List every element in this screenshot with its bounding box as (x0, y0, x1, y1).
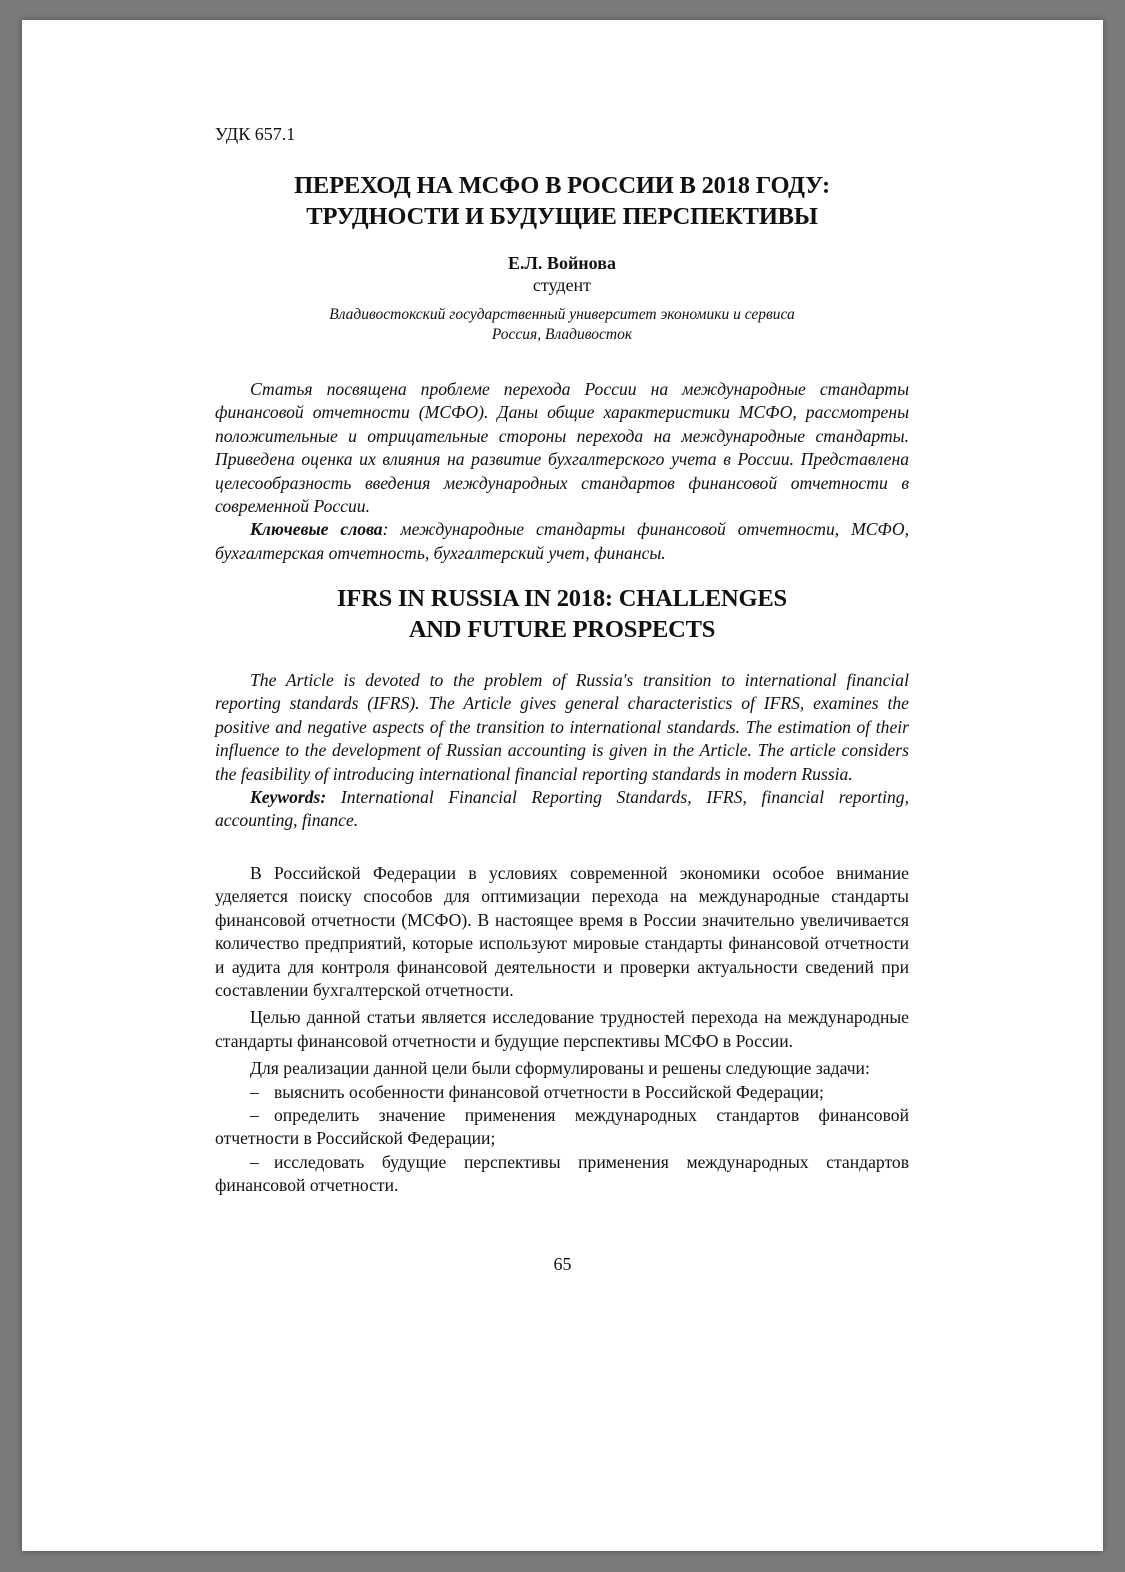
task-list-item (215, 1081, 909, 1104)
task-list-item-text: определить значение применения международных стандартов финансовой отчетности в Российской Федерации; (215, 1105, 909, 1149)
abstract-russian (215, 378, 909, 565)
task-list-item-text: исследовать будущие перспективы применения международных стандартов финансовой отчетности. (215, 1151, 909, 1196)
body-paragraph: Целью данной статьи является исследование трудностей перехода на международные стандарты финансовой отчетности и будущие перспективы МСФО в России. (215, 1007, 909, 1051)
title-russian-line-1: ПЕРЕХОД НА МСФО В РОССИИ В 2018 ГОДУ: (294, 172, 830, 199)
task-list-item (215, 1104, 909, 1151)
keywords-english-label: Keywords: (250, 787, 327, 808)
title-english-line-1: IFRS IN RUSSIA IN 2018: CHALLENGES (337, 585, 787, 612)
author-affiliation (215, 305, 909, 345)
dash-marker: – (250, 1151, 259, 1172)
keywords-russian-list: : международные стандарты финансовой отчетности, МСФО, бухгалтерская отчетность, бухгалтерский учет, финансы. (215, 519, 909, 563)
body-paragraph: Для реализации данной цели были сформулированы и решены следующие задачи: (250, 1058, 870, 1079)
affiliation-location: Россия, Владивосток (491, 326, 633, 343)
body-paragraph: В Российской Федерации в условиях современной экономики особое внимание уделяется поиску способов для оптимизации перехода на международные стандарты финансовой отчетности (МСФО). В настоящее время в России значительно увеличивается количество предприятий, которые используют мировые стандарты финансовой отчетности и аудита для контроля финансовой деятельности и проверки актуальности сведений при составлении бухгалтерской отчетности. (215, 863, 909, 1001)
dash-marker: – (250, 1081, 259, 1102)
udk-code: УДК 657.1 (215, 124, 296, 144)
task-list-item (215, 1151, 909, 1198)
title-english-line-2: AND FUTURE PROSPECTS (408, 616, 716, 643)
body-text (215, 862, 909, 1198)
author-block (215, 252, 909, 345)
document-page (22, 20, 1103, 1551)
author-role: студент (532, 275, 592, 295)
title-russian-line-2: ТРУДНОСТИ И БУДУЩИЕ ПЕРСПЕКТИВЫ (306, 203, 818, 230)
page-number: 65 (553, 1254, 572, 1274)
dash-marker: – (250, 1105, 259, 1126)
abstract-english (215, 669, 909, 833)
keywords-russian-label: Ключевые слова (250, 519, 383, 540)
title-russian (215, 170, 909, 232)
affiliation-university: Владивостокский государственный университет экономики и сервиса (329, 306, 795, 323)
abstract-russian-text: Статья посвящена проблеме перехода России на международные стандарты финансовой отчетности (МСФО). Даны общие характеристики МСФО, рассмотрены положительные и отрицательные стороны перехода на международные стандарты. Приведена оценка их влияния на развитие бухгалтерского учета в России. Представлена целесообразность введения международных стандартов финансовой отчетности в современной России. (215, 379, 909, 517)
title-english (215, 583, 909, 645)
keywords-english (215, 786, 909, 833)
abstract-english-text: The Article is devoted to the problem of Russia's transition to international financial reporting standards (IFRS). The Article gives general characteristics of IFRS, examines the positive and negative aspects of the transition to international standards. The estimation of their influence to the development of Russian accounting is given in the Article. The article considers the feasibility of introducing international financial reporting standards in modern Russia. (215, 670, 909, 784)
author-name: Е.Л. Войнова (508, 253, 616, 273)
keywords-russian (215, 518, 909, 565)
keywords-english-list: International Financial Reporting Standards, IFRS, financial reporting, accounting, finance. (215, 787, 909, 831)
task-list-item-text: выяснить особенности финансовой отчетности в Российской Федерации; (274, 1081, 824, 1102)
